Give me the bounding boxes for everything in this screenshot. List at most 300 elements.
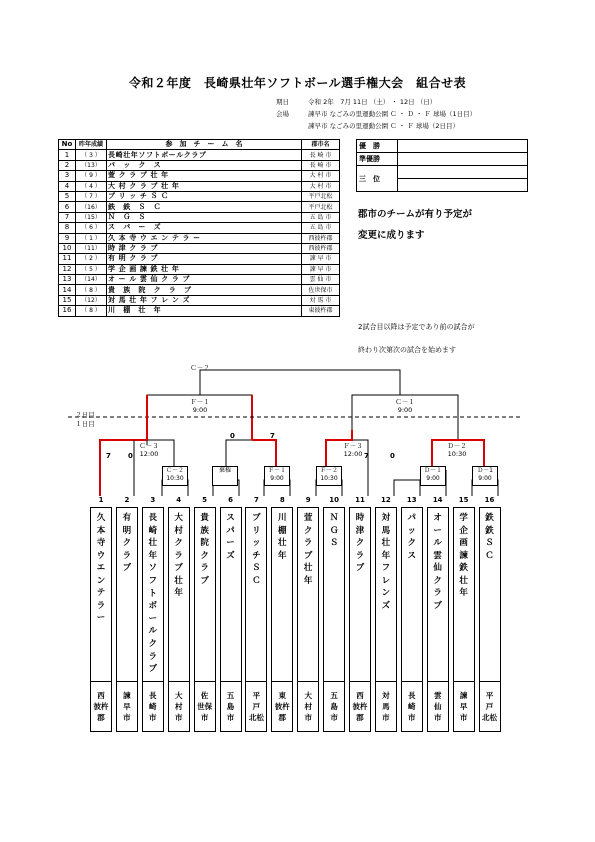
qf3-score-right: 0 bbox=[390, 452, 395, 460]
team-name-box bbox=[116, 507, 138, 682]
team-row-city: 諫 早 市 bbox=[302, 254, 340, 264]
team-row-name: 長崎壮年ソフトボールクラブ bbox=[107, 150, 302, 160]
team-city-char: 長 bbox=[408, 691, 416, 700]
team-city-char: 世保 bbox=[197, 702, 213, 711]
team-row bbox=[59, 306, 340, 316]
team-city-char: 市 bbox=[304, 713, 312, 722]
qf4-time: 10:30 bbox=[447, 450, 467, 458]
runnerup-value bbox=[398, 153, 528, 166]
team-name-char: 壮 bbox=[303, 563, 313, 573]
team-table bbox=[58, 139, 340, 317]
team-name-box bbox=[427, 507, 449, 682]
team-row-no: 3 bbox=[59, 171, 76, 181]
team-name-char: ク bbox=[355, 538, 365, 548]
team-city-box bbox=[116, 682, 138, 732]
team-row-name: 学 企 画 諫 鉄 壮 年 bbox=[107, 264, 302, 274]
team-name-char: ブ bbox=[303, 550, 313, 561]
team-name-char: リ bbox=[252, 525, 261, 536]
team-name-char: 年 bbox=[459, 588, 468, 598]
team-name-char: ス bbox=[407, 550, 417, 561]
team-column bbox=[479, 496, 501, 732]
team-row bbox=[59, 295, 340, 305]
team-city-box bbox=[427, 682, 449, 732]
winner-label: 優 勝 bbox=[357, 140, 398, 153]
team-row-city: 雲 仙 市 bbox=[302, 275, 340, 285]
team-number: 15 bbox=[458, 496, 469, 504]
team-city-char: 五 bbox=[330, 691, 338, 700]
venue-day1: 諫早市 なごみの里運動公園 Ｃ ・ Ｄ ・ Ｆ 球場（1日目） bbox=[308, 110, 477, 118]
team-row-no: 15 bbox=[59, 295, 76, 305]
day2-label: ２日目 bbox=[75, 411, 95, 419]
team-column bbox=[142, 496, 164, 732]
team-row bbox=[59, 275, 340, 285]
team-row-no: 5 bbox=[59, 191, 76, 201]
team-row-no: 1 bbox=[59, 150, 76, 160]
team-name-box bbox=[323, 507, 345, 682]
header-team: 参 加 チ ー ム 名 bbox=[107, 140, 302, 150]
team-row-city: 大 村 市 bbox=[302, 171, 340, 181]
team-row bbox=[59, 243, 340, 253]
team-name-char: ブ bbox=[174, 563, 183, 573]
team-row-city: 西彼杵郡 bbox=[302, 243, 340, 253]
team-city-char: 崎 bbox=[149, 702, 157, 711]
team-column bbox=[245, 496, 267, 732]
team-column bbox=[194, 496, 216, 732]
team-city-char: 戸 bbox=[485, 702, 494, 711]
team-city-char: 戸 bbox=[252, 702, 261, 711]
team-column bbox=[271, 496, 293, 732]
team-number: 3 bbox=[150, 496, 156, 504]
team-city-char: 西 bbox=[356, 691, 364, 700]
note-change-2: 変更に成ります bbox=[358, 230, 425, 241]
team-row bbox=[59, 233, 340, 243]
note-change-1: 郡市のチームが有り予定が bbox=[358, 209, 473, 220]
team-name-box bbox=[220, 507, 242, 682]
team-name-char: フ bbox=[148, 575, 158, 586]
team-name-char: ー bbox=[148, 613, 158, 624]
r1-box-1 bbox=[162, 466, 188, 486]
team-column bbox=[375, 496, 397, 732]
team-name-char: ブ bbox=[122, 563, 132, 573]
team-name-char: ブ bbox=[355, 563, 365, 573]
team-name-char: 有 bbox=[122, 513, 132, 523]
date-label: 期日 bbox=[276, 98, 289, 106]
team-row-city: 対 馬 市 bbox=[302, 295, 340, 305]
team-row-seed: （ 4 ） bbox=[76, 181, 107, 191]
team-row-seed: （15） bbox=[76, 212, 107, 222]
qf1-court: Ｃ－３ bbox=[139, 442, 159, 450]
semi-right-time: 9:00 bbox=[397, 406, 413, 414]
venue-day2: 諫早市 なごみの里運動公園 Ｃ ・ Ｆ 球場（2日目） bbox=[308, 122, 459, 130]
team-name-char: 萱 bbox=[303, 513, 313, 523]
team-row-city: 東彼杵郡 bbox=[302, 306, 340, 316]
team-row bbox=[59, 254, 340, 264]
r1-4-time: 10:30 bbox=[320, 475, 338, 482]
team-name-char: 村 bbox=[174, 525, 183, 536]
team-column bbox=[349, 496, 371, 732]
team-name-char: ボ bbox=[148, 601, 158, 612]
team-row-no: 13 bbox=[59, 275, 76, 285]
team-name-char: 寺 bbox=[96, 538, 106, 548]
team-name-box bbox=[375, 507, 397, 682]
team-city-char: 市 bbox=[433, 713, 442, 722]
team-name-box bbox=[453, 507, 475, 682]
team-name-char: 年 bbox=[303, 575, 313, 586]
team-row-seed: （14） bbox=[76, 275, 107, 285]
team-city-char: 諫 bbox=[123, 691, 131, 700]
team-row-seed: （ 2 ） bbox=[76, 254, 107, 264]
r1-2-court: 棄権 bbox=[218, 467, 231, 474]
date-value: 令和 2年 7月 11日 （土） ・ 12日 （日） bbox=[308, 98, 437, 106]
team-name-char: Ｓ bbox=[329, 538, 339, 548]
team-column bbox=[90, 496, 112, 732]
team-row-no: 2 bbox=[59, 160, 76, 170]
final-line bbox=[200, 370, 400, 395]
r1-box-6 bbox=[472, 466, 498, 486]
team-name-char: 年 bbox=[148, 550, 158, 561]
team-row-seed: （ 8 ） bbox=[76, 306, 107, 316]
qf1-score-right: 0 bbox=[128, 452, 133, 460]
team-row-city: 五 島 市 bbox=[302, 223, 340, 233]
team-column bbox=[427, 496, 449, 732]
team-name-char: ブ bbox=[433, 600, 442, 611]
team-row-seed: （ 6 ） bbox=[76, 223, 107, 233]
team-city-char: 市 bbox=[330, 713, 338, 722]
team-number: 12 bbox=[381, 496, 391, 504]
team-name-char: 貴 bbox=[200, 513, 209, 523]
team-city-char: 郡 bbox=[356, 713, 364, 722]
team-name-char: ラ bbox=[96, 600, 106, 611]
qf4-court: Ｄ－２ bbox=[447, 442, 467, 450]
team-name-char: 壮 bbox=[459, 575, 468, 586]
team-row-name: 鉄 鉄 Ｓ Ｃ bbox=[107, 202, 302, 212]
r1-e bbox=[394, 480, 420, 496]
team-city-char: 佐 bbox=[200, 691, 209, 700]
team-city-char: 平 bbox=[252, 691, 261, 700]
team-city-char: 彼杵 bbox=[93, 702, 109, 711]
team-city-char: 市 bbox=[174, 713, 183, 722]
r1-1-court: Ｃ－２ bbox=[165, 467, 184, 474]
team-name-char: ソ bbox=[148, 563, 158, 574]
team-name-char: ッ bbox=[252, 538, 261, 548]
team-name-char: Ｃ bbox=[252, 575, 261, 586]
team-row-name: オ ー ル 雲 仙 ク ラ ブ bbox=[107, 275, 302, 285]
team-number: 5 bbox=[202, 496, 208, 504]
qf2-score-left: 0 bbox=[230, 432, 235, 440]
qf3-score-left: 7 bbox=[364, 452, 369, 460]
team-number: 4 bbox=[176, 496, 182, 504]
team-city-char: 市 bbox=[149, 713, 157, 722]
team-city-char: 西 bbox=[97, 691, 105, 700]
team-row-no: 8 bbox=[59, 223, 76, 233]
team-city-char: 市 bbox=[226, 713, 235, 722]
team-name-char: ズ bbox=[226, 550, 235, 561]
team-name-char: 対 bbox=[381, 513, 391, 523]
team-name-char: Ｎ bbox=[329, 513, 339, 523]
team-name-char: ス bbox=[226, 513, 235, 523]
team-city-box bbox=[142, 682, 164, 732]
team-row-name: 大 村 ク ラ ブ 壮 年 bbox=[107, 181, 302, 191]
team-name-box bbox=[297, 507, 319, 682]
team-name-box bbox=[168, 507, 190, 682]
header-seed: 昨年成績 bbox=[76, 140, 107, 150]
team-number: 6 bbox=[228, 496, 233, 504]
third-value-2 bbox=[398, 179, 528, 192]
team-row-name: 久 本 寺 ウ エ ン テ ラ ー bbox=[107, 233, 302, 243]
team-city-box bbox=[349, 682, 371, 732]
team-name-char: ラ bbox=[148, 651, 158, 662]
team-name-char: ラ bbox=[355, 550, 365, 561]
team-name-char: ル bbox=[148, 626, 158, 637]
team-name-char: Ｃ bbox=[485, 550, 494, 561]
team-row-city: 長 崎 市 bbox=[302, 150, 340, 160]
team-row-no: 10 bbox=[59, 243, 76, 253]
team-city-char: 崎 bbox=[408, 702, 416, 711]
team-row bbox=[59, 171, 340, 181]
team-name-char: 壮 bbox=[174, 575, 183, 586]
team-name-char: Ｓ bbox=[485, 538, 494, 548]
team-name-char: チ bbox=[252, 550, 261, 561]
team-city-char: 郡 bbox=[97, 713, 105, 722]
team-row-seed: （ 8 ） bbox=[76, 285, 107, 295]
team-city-char: 雲 bbox=[433, 691, 442, 700]
r1-6-court: Ｄ－1 bbox=[477, 467, 493, 474]
team-column bbox=[297, 496, 319, 732]
team-row bbox=[59, 160, 340, 170]
team-name-char: ズ bbox=[381, 600, 391, 611]
venue-label: 会場 bbox=[276, 110, 289, 118]
qf2-score-right: 7 bbox=[270, 432, 275, 440]
team-name-box bbox=[349, 507, 371, 682]
team-name-box bbox=[142, 507, 164, 682]
team-city-char: 長 bbox=[149, 691, 157, 700]
team-row-no: 6 bbox=[59, 202, 76, 212]
r1-box-2 bbox=[212, 466, 238, 486]
r1-box-5 bbox=[420, 466, 446, 486]
team-row-name: 有 明 ク ラ ブ bbox=[107, 254, 302, 264]
team-name-char: ブ bbox=[252, 513, 261, 523]
team-name-char: Ｇ bbox=[329, 525, 339, 536]
team-name-box bbox=[401, 507, 423, 682]
page-title: 令和２年度 長崎県壮年ソフトボール選手権大会 組合せ表 bbox=[128, 76, 467, 90]
team-row-seed: （13） bbox=[76, 160, 107, 170]
team-name-char: Ｓ bbox=[252, 563, 261, 573]
team-name-char: 企 bbox=[459, 525, 468, 536]
team-name-box bbox=[194, 507, 216, 682]
team-row bbox=[59, 285, 340, 295]
team-city-box bbox=[453, 682, 475, 732]
note-schedule-2: 終わり次第次の試合を始めます bbox=[358, 346, 456, 354]
team-city-box bbox=[375, 682, 397, 732]
qf3-time: 12:00 bbox=[343, 450, 363, 458]
team-row-name: ブ リ ッ チ Ｓ Ｃ bbox=[107, 191, 302, 201]
team-column bbox=[323, 496, 345, 732]
team-name-char: ッ bbox=[407, 525, 417, 536]
team-city-box bbox=[194, 682, 216, 732]
team-name-char: ブ bbox=[200, 575, 209, 586]
r1-5-court: Ｄ－１ bbox=[423, 467, 442, 474]
team-city-char: 早 bbox=[459, 702, 468, 711]
team-row-no: 12 bbox=[59, 264, 76, 274]
team-name-char: 馬 bbox=[381, 525, 391, 536]
team-row bbox=[59, 191, 340, 201]
team-name-char: 年 bbox=[174, 588, 183, 598]
team-row-seed: （12） bbox=[76, 295, 107, 305]
team-row-name: 時 津 ク ラ ブ bbox=[107, 243, 302, 253]
team-name-char: ク bbox=[122, 538, 132, 548]
team-city-char: 島 bbox=[226, 702, 235, 711]
team-city-box bbox=[168, 682, 190, 732]
team-row-name: 萱 ク ラ ブ 壮 年 bbox=[107, 171, 302, 181]
r1-3-time: 9:00 bbox=[270, 475, 284, 482]
team-city-char: 大 bbox=[174, 691, 183, 700]
header-city: 郡市名 bbox=[302, 140, 340, 150]
r1-5-time: 9:00 bbox=[426, 475, 440, 482]
team-row-no: 14 bbox=[59, 285, 76, 295]
team-row-no: 7 bbox=[59, 212, 76, 222]
team-name-char: 時 bbox=[355, 513, 365, 523]
team-name-box bbox=[245, 507, 267, 682]
team-number: 2 bbox=[124, 496, 130, 504]
team-name-char: ク bbox=[174, 538, 183, 548]
team-row bbox=[59, 202, 340, 212]
team-row-no: 11 bbox=[59, 254, 76, 264]
header-no: No bbox=[59, 140, 76, 150]
team-city-box bbox=[90, 682, 112, 732]
final-court: Ｃ－２ bbox=[190, 364, 210, 372]
team-name-char: ク bbox=[200, 550, 209, 561]
team-name-char: 本 bbox=[96, 525, 106, 536]
team-row bbox=[59, 150, 340, 160]
result-table bbox=[356, 139, 528, 192]
runnerup-label: 準優勝 bbox=[357, 153, 398, 166]
qf1-score-left: 7 bbox=[106, 452, 111, 460]
team-name-char: テ bbox=[96, 588, 106, 598]
team-name-char: 鉄 bbox=[485, 525, 494, 536]
team-city-char: 諫 bbox=[459, 691, 468, 700]
team-row-no: 16 bbox=[59, 306, 76, 316]
team-name-char: 長 bbox=[148, 513, 158, 523]
team-city-char: 村 bbox=[304, 702, 312, 711]
team-city-char: 村 bbox=[174, 702, 183, 711]
team-city-char: 市 bbox=[459, 713, 468, 722]
r1-4-court: Ｆ－２ bbox=[319, 467, 338, 474]
team-name-char: 明 bbox=[122, 525, 132, 536]
team-name-char: 雲 bbox=[433, 550, 442, 561]
team-column bbox=[116, 496, 138, 732]
team-number: 13 bbox=[406, 496, 417, 504]
team-city-char: 島 bbox=[330, 702, 338, 711]
team-row-name: Ｎ Ｇ Ｓ bbox=[107, 212, 302, 222]
qf1-time: 12:00 bbox=[139, 450, 159, 458]
team-number: 8 bbox=[279, 496, 285, 504]
team-name-char: 津 bbox=[355, 525, 365, 536]
team-name-char: ン bbox=[381, 588, 391, 598]
team-name-char: ク bbox=[303, 525, 313, 536]
team-city-char: 市 bbox=[123, 713, 131, 722]
team-name-char: ラ bbox=[433, 588, 442, 598]
qf3-court: Ｆ－３ bbox=[343, 442, 363, 450]
team-name-char: 棚 bbox=[278, 525, 287, 536]
team-row-no: 9 bbox=[59, 233, 76, 243]
team-name-char: 学 bbox=[459, 513, 468, 523]
team-name-box bbox=[90, 507, 112, 682]
team-row-seed: （ 5 ） bbox=[76, 264, 107, 274]
team-city-char: 市 bbox=[408, 713, 416, 722]
team-name-char: 鉄 bbox=[459, 563, 468, 573]
team-row-city: 長 崎 市 bbox=[302, 160, 340, 170]
team-name-char: 族 bbox=[200, 525, 209, 536]
team-city-box bbox=[323, 682, 345, 732]
team-name-box bbox=[479, 507, 501, 682]
team-row-name: パ ッ ク ス bbox=[107, 160, 302, 170]
team-name-char: 壮 bbox=[278, 538, 287, 548]
team-name-char: 年 bbox=[278, 550, 287, 561]
team-name-char: ラ bbox=[174, 550, 183, 561]
team-name-char: 崎 bbox=[148, 525, 158, 536]
team-column bbox=[453, 496, 475, 732]
team-name-char: ー bbox=[96, 613, 106, 623]
team-row-name: ス パ ー ズ bbox=[107, 223, 302, 233]
team-number: 9 bbox=[305, 496, 311, 504]
semi-left-court: Ｆ－１ bbox=[190, 398, 210, 406]
team-row bbox=[59, 212, 340, 222]
team-name-char: ラ bbox=[122, 550, 132, 561]
team-name-char: 仙 bbox=[433, 563, 442, 573]
team-row-city: 五 島 市 bbox=[302, 212, 340, 222]
team-city-char: 平 bbox=[485, 691, 494, 700]
team-city-box bbox=[297, 682, 319, 732]
team-name-box bbox=[271, 507, 293, 682]
team-row-seed: （ 7 ） bbox=[76, 191, 107, 201]
team-name-char: ク bbox=[148, 638, 158, 649]
semi-left-time: 9:00 bbox=[192, 406, 208, 414]
team-row-seed: （ 9 ） bbox=[76, 171, 107, 181]
team-city-char: 郡 bbox=[278, 713, 287, 722]
team-row-name: 貴 族 院 ク ラ ブ bbox=[107, 285, 302, 295]
third-label: 三 位 bbox=[357, 166, 398, 192]
team-name-char: パ bbox=[407, 513, 417, 523]
team-name-char: 大 bbox=[174, 513, 183, 523]
team-column bbox=[220, 496, 242, 732]
team-row-name: 川 棚 壮 年 bbox=[107, 306, 302, 316]
team-city-char: 北松 bbox=[248, 713, 264, 722]
team-name-char: 画 bbox=[459, 538, 468, 548]
team-name-char: パ bbox=[226, 525, 235, 536]
team-city-box bbox=[245, 682, 267, 732]
team-name-char: 壮 bbox=[148, 538, 158, 549]
team-name-char: ラ bbox=[303, 538, 313, 548]
team-city-char: 仙 bbox=[433, 702, 442, 711]
team-name-char: エ bbox=[96, 563, 106, 573]
team-number: 11 bbox=[355, 496, 365, 504]
winner-value bbox=[398, 140, 528, 153]
team-city-char: 馬 bbox=[382, 702, 390, 711]
team-row-name: 対 馬 壮 年 フ レ ン ズ bbox=[107, 295, 302, 305]
r1-1-time: 10:30 bbox=[166, 475, 184, 482]
team-name-char: レ bbox=[381, 575, 391, 586]
team-name-char: ラ bbox=[200, 563, 209, 573]
team-name-char: ー bbox=[433, 525, 442, 536]
day1-label: １日目 bbox=[75, 420, 95, 428]
team-name-char: 諫 bbox=[459, 550, 468, 561]
team-name-char: 川 bbox=[278, 513, 287, 523]
team-number: 10 bbox=[329, 496, 339, 504]
team-row-city: 平戸北松 bbox=[302, 202, 340, 212]
team-name-char: 年 bbox=[381, 550, 391, 561]
r1-6-time: 9:00 bbox=[478, 475, 492, 482]
team-table-header bbox=[59, 140, 340, 150]
